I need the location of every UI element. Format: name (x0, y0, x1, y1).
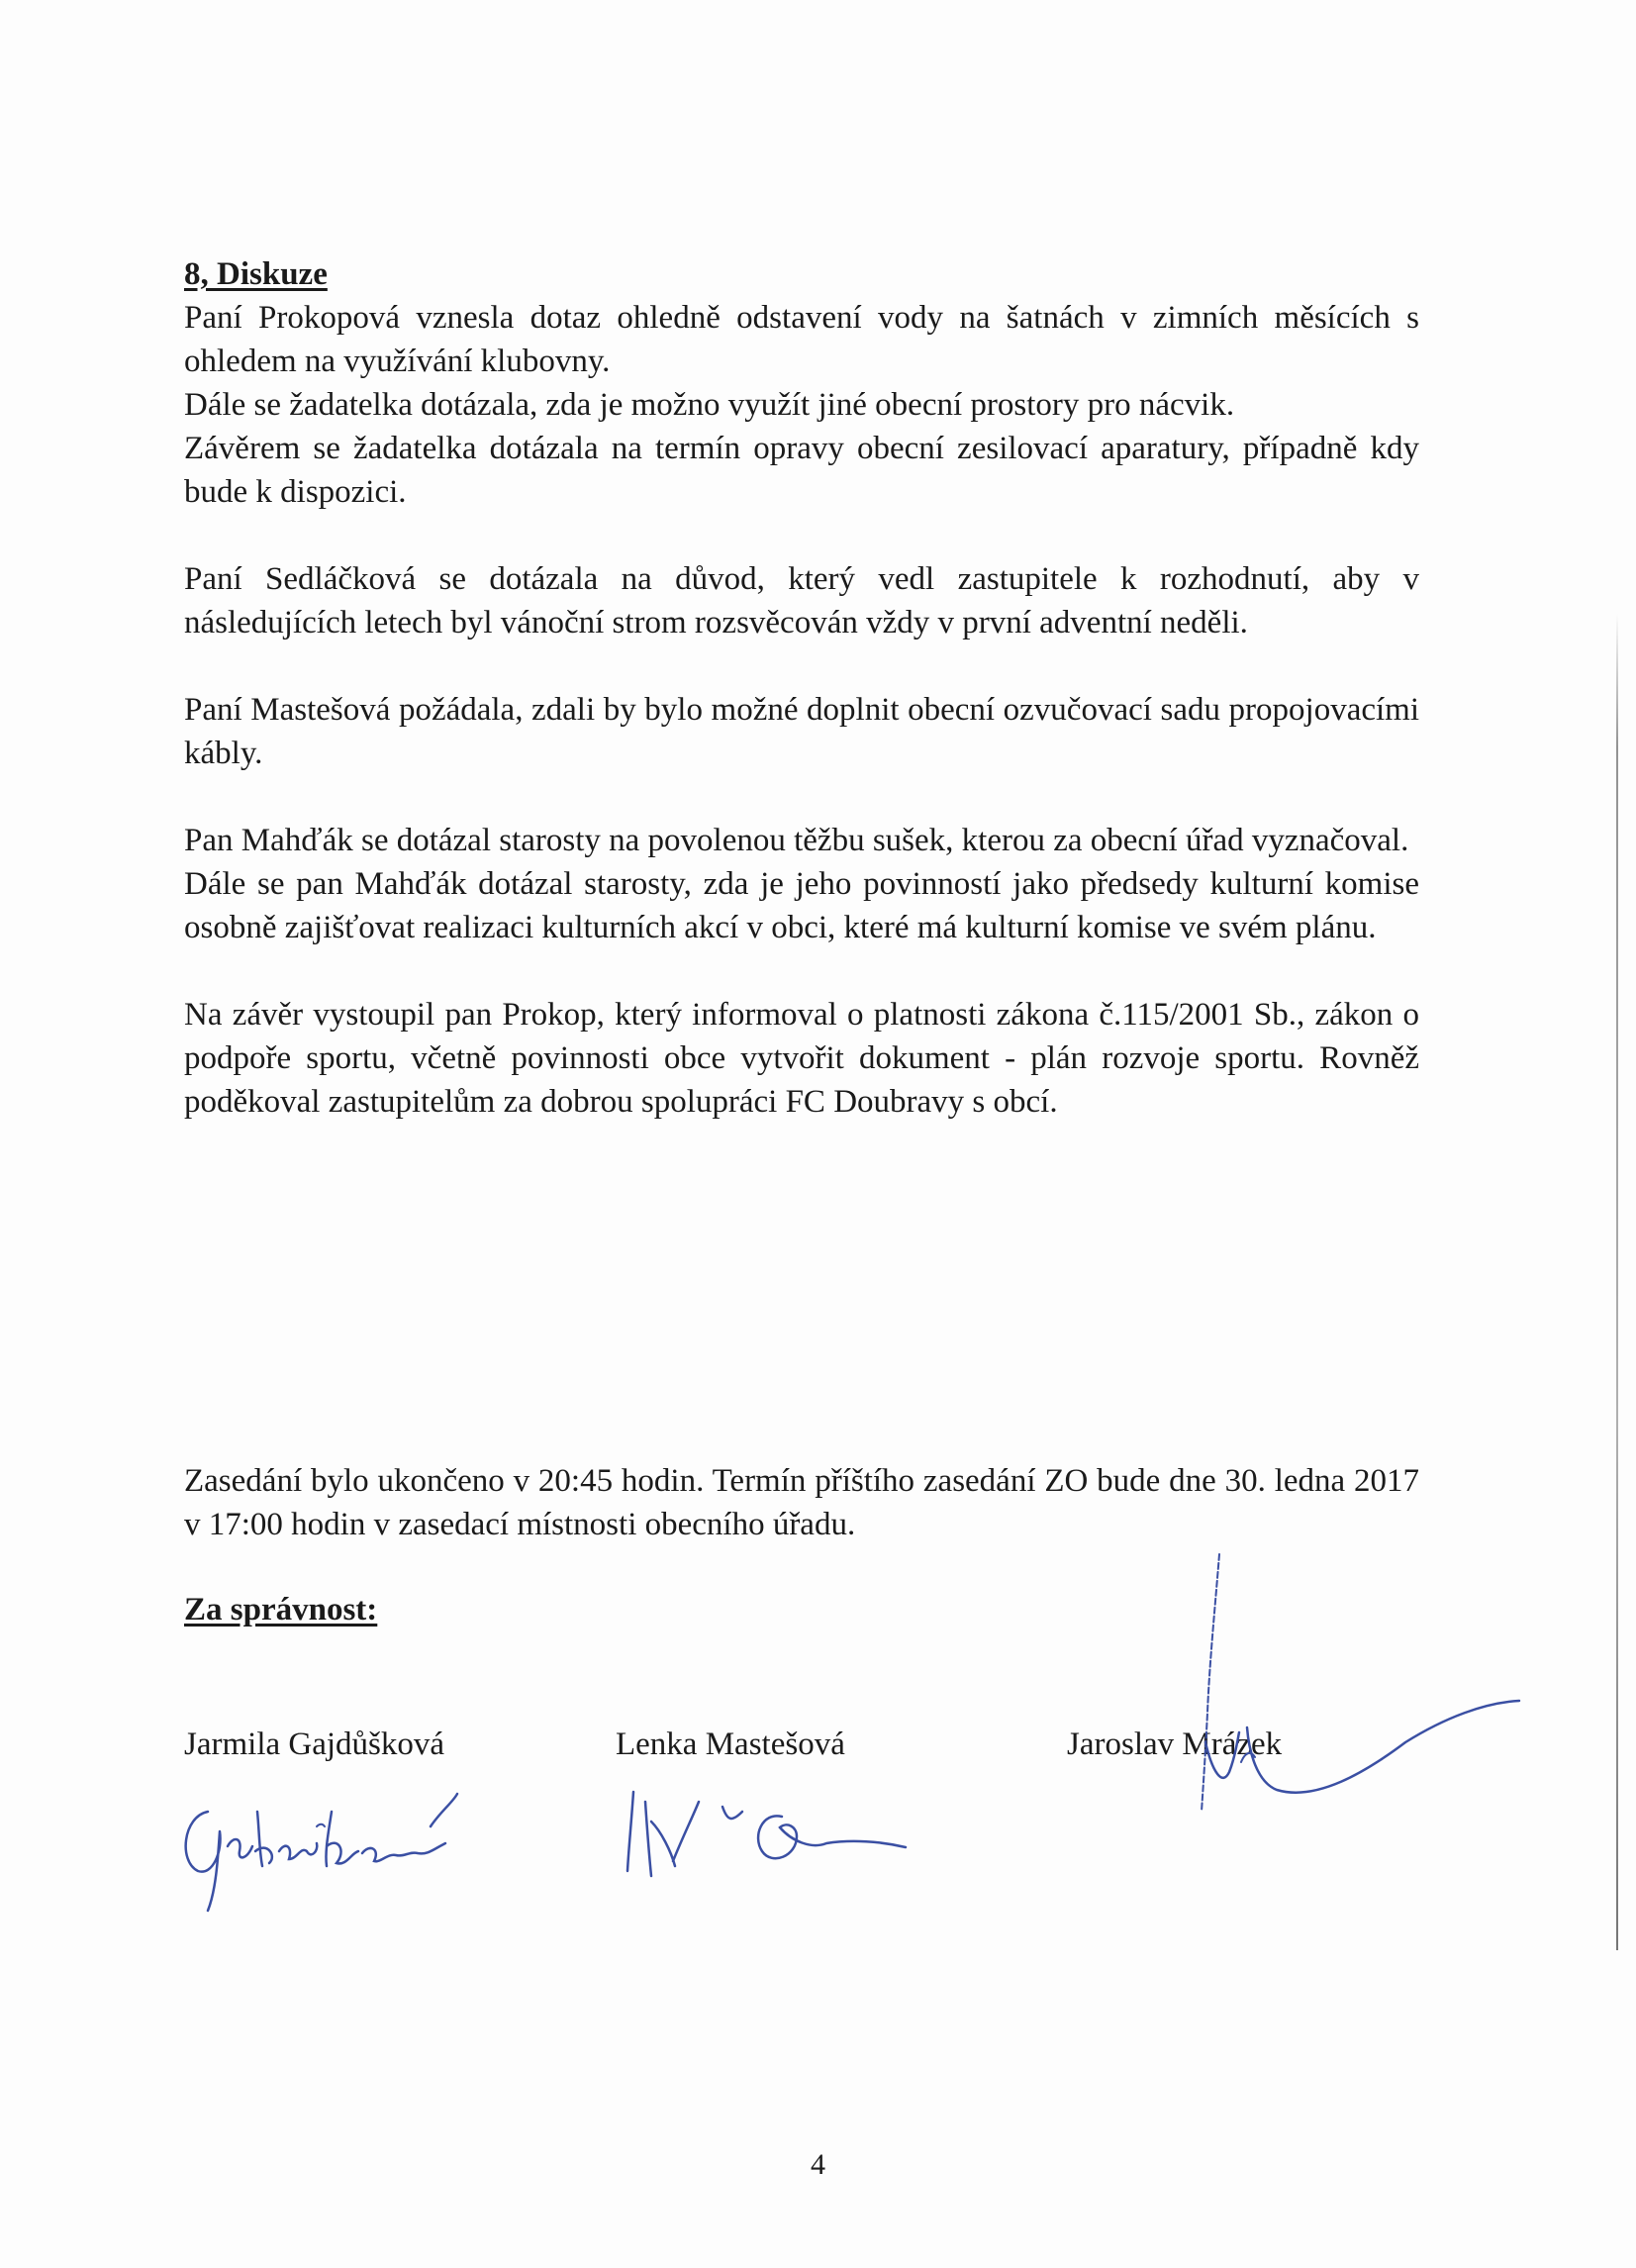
paragraph-prokopova-water: Paní Prokopová vznesla dotaz ohledně odstavení vody na šatnách v zimních měsících s ohledem na využívání klubovny. (184, 300, 1419, 379)
discussion-section (184, 252, 1419, 1124)
signature-mrazek (1168, 1544, 1524, 1841)
signer-name-mastesova: Lenka Mastešová (616, 1726, 845, 1762)
paragraph-prokopova-amplifier: Závěrem se žadatelka dotázala na termín opravy obecní zesilovací aparatury, případně kdy bude k dispozici. (184, 431, 1419, 510)
paragraph-mahdak-culture: Dále se pan Mahďák dotázal starosty, zda je jeho povinností jako předsedy kulturní komise osobně zajišťovat realizaci kulturních akcí v obci, které má kulturní komise ve svém plánu. (184, 866, 1419, 945)
section-heading: 8, Diskuze (184, 256, 328, 292)
paragraph-sedlackova: Paní Sedláčková se dotázala na důvod, který vedl zastupitele k rozhodnutí, aby v následujících letech byl vánoční strom rozsvěcován vždy v první adventní neděli. (184, 561, 1419, 641)
scan-edge-line (1616, 614, 1618, 1950)
signer-name-mrazek: Jaroslav Mrázek (1067, 1726, 1283, 1762)
signoff-heading: Za správnost: (184, 1592, 378, 1627)
closing-statement: Zasedání bylo ukončeno v 20:45 hodin. Termín příštího zasedání ZO bude dne 30. ledna 2017 v 17:00 hodin v zasedací místnosti obecního úřadu. (184, 1463, 1419, 1542)
signature-mastesova (614, 1762, 911, 1891)
signature-gajduskova (168, 1772, 475, 1921)
paragraph-mahdak-logging: Pan Mahďák se dotázal starosty na povolenou těžbu sušek, kterou za obecní úřad vyznačoval. (184, 823, 1409, 858)
paragraph-mastesova: Paní Mastešová požádala, zdali by bylo možné doplnit obecní ozvučovací sadu propojovacími kábly. (184, 692, 1419, 771)
signer-name-gajduskova: Jarmila Gajdůšková (184, 1726, 445, 1762)
paragraph-prokop: Na závěr vystoupil pan Prokop, který informoval o platnosti zákona č.115/2001 Sb., zákon o podpoře sportu, včetně povinnosti obce vytvořit dokument - plán rozvoje sportu. Rovněž poděkoval zastupitelům za dobrou spolupráci FC Doubravy s obcí. (184, 997, 1419, 1120)
paragraph-prokopova-spaces: Dále se žadatelka dotázala, zda je možno využít jiné obecní prostory pro nácvik. (184, 387, 1235, 423)
page-number: 4 (811, 2148, 825, 2181)
